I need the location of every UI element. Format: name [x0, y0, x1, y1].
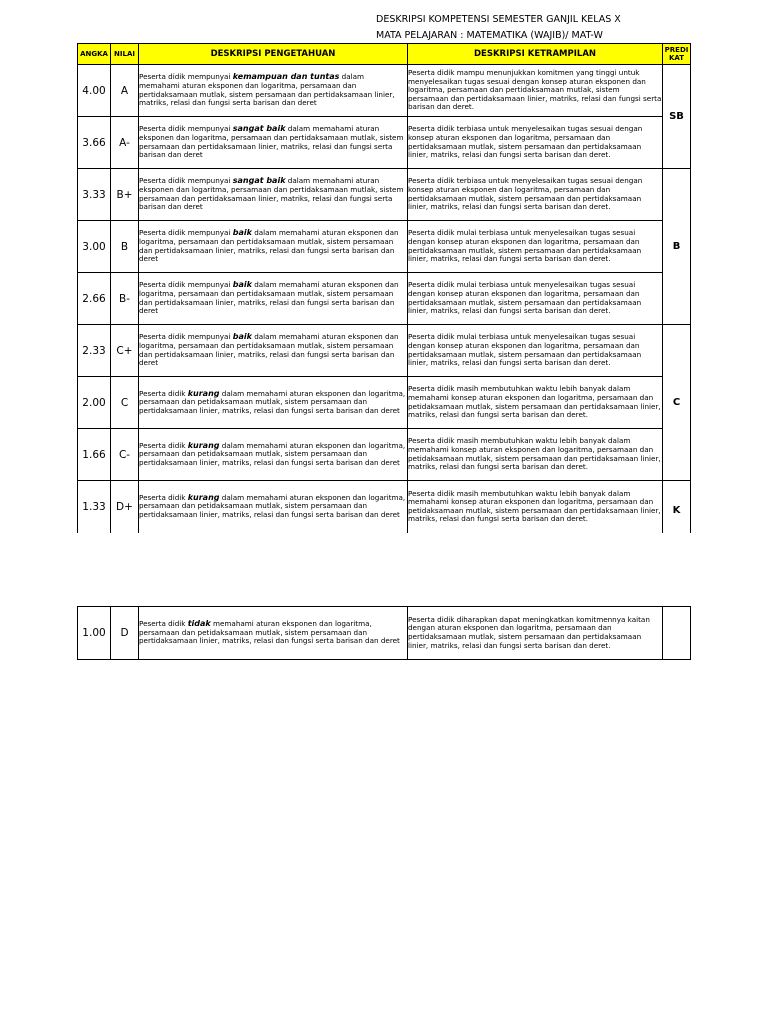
pengetahuan-body: dalam memahami aturan eksponen dan logaritma, persamaan dan pertidaksamaan mutlak, sistem persamaan dan pertidaksamaan linier, matriks, relasi dan fungsi serta barisan dan deret — [139, 332, 399, 368]
pengetahuan-keyword: tidak — [187, 619, 211, 629]
nilai-cell: A — [111, 65, 139, 117]
pengetahuan-intro: Peserta didik — [139, 619, 188, 629]
subject-title: MATA PELAJARAN : MATEMATIKA (WAJIB)/ MAT-W — [376, 30, 603, 41]
table-row — [78, 169, 691, 221]
pengetahuan-body: dalam memahami aturan eksponen dan logaritma, persamaan dan pertidaksamaan mutlak, sistem persamaan dan pertidaksamaan linier, matriks, relasi dan fungsi serta barisan dan deret — [139, 176, 404, 212]
competency-table — [77, 43, 691, 533]
header-pengetahuan: DESKRIPSI PENGETAHUAN — [139, 44, 408, 65]
table-row — [78, 65, 691, 117]
angka-cell: 1.00 — [78, 607, 111, 660]
ketrampilan-cell: Peserta didik terbiasa untuk menyelesaikan tugas sesuai dengan konsep aturan eksponen dan logaritma, persamaan dan pertidaksamaan mutlak, sistem persamaan dan pertidaksamaan linier, matriks, relasi dan fungsi serta barisan dan deret. — [408, 169, 663, 221]
pengetahuan-body: memahami aturan eksponen dan logaritma, persamaan dan petidaksamaan mutlak, sistem persamaan dan pertidaksamaan linier, matriks, relasi dan fungsi serta barisan dan deret — [139, 619, 400, 646]
pengetahuan-intro: Peserta didik mempunyai — [139, 124, 233, 134]
pengetahuan-keyword: kemampuan dan tuntas — [232, 72, 340, 82]
header-nilai: NILAI — [111, 44, 139, 65]
angka-cell: 3.33 — [78, 169, 111, 221]
pengetahuan-intro: Peserta didik — [139, 492, 188, 502]
pengetahuan-cell — [139, 169, 408, 221]
table-row — [78, 377, 691, 429]
pengetahuan-cell — [139, 377, 408, 429]
document-title: DESKRIPSI KOMPETENSI SEMESTER GANJIL KELAS X — [376, 14, 621, 25]
table-row — [78, 325, 691, 377]
nilai-cell: C — [111, 377, 139, 429]
pengetahuan-body: dalam memahami aturan eksponen dan logaritma, persamaan dan pertidaksamaan mutlak, sistem persamaan dan pertidaksamaan linier, matriks, relasi dan fungsi serta barisan dan deret — [139, 280, 399, 316]
pengetahuan-intro: Peserta didik mempunyai — [139, 332, 233, 342]
header-angka: ANGKA — [78, 44, 111, 65]
nilai-cell: A- — [111, 117, 139, 169]
predikat-sb: SB — [663, 65, 691, 169]
predikat-k — [663, 481, 691, 533]
pengetahuan-keyword: sangat baik — [232, 124, 286, 134]
angka-cell: 3.00 — [78, 221, 111, 273]
pengetahuan-cell — [139, 429, 408, 481]
header-predikat: PREDI KAT — [663, 44, 691, 65]
ketrampilan-cell: Peserta didik mulai terbiasa untuk menyelesaikan tugas sesuai dengan konsep aturan eksponen dan logaritma, persamaan dan pertidaksamaan mutlak, sistem persamaan dan pertidaksamaan linier, matriks, relasi dan fungsi serta barisan dan deret. — [408, 221, 663, 273]
pengetahuan-keyword: sangat baik — [232, 176, 286, 186]
pengetahuan-intro: Peserta didik — [139, 440, 188, 450]
pengetahuan-cell — [139, 325, 408, 377]
ketrampilan-cell: Peserta didik mulai terbiasa untuk menyelesaikan tugas sesuai dengan konsep aturan eksponen dan logaritma, persamaan dan pertidaksamaan mutlak, sistem persamaan dan pertidaksamaan linier, matriks, relasi dan fungsi serta barisan dan deret. — [408, 273, 663, 325]
angka-cell: 2.66 — [78, 273, 111, 325]
angka-cell: 1.33 — [78, 481, 111, 533]
ketrampilan-cell: Peserta didik masih membutuhkan waktu lebih banyak dalam memahami konsep aturan eksponen dan logaritma, persamaan dan petidaksamaan mutlak, sistem persamaan dan pertidaksamaan linier, matriks, relasi dan fungsi serta barisan dan deret. — [408, 481, 663, 533]
pengetahuan-cell — [139, 273, 408, 325]
pengetahuan-cell — [139, 117, 408, 169]
table-row — [78, 273, 691, 325]
predikat-b: B — [663, 169, 691, 325]
predikat-c: C — [663, 325, 691, 481]
table-row — [78, 429, 691, 481]
ketrampilan-cell: Peserta didik mampu menunjukkan komitmen yang tinggi untuk menyelesaikan tugas sesuai dengan konsep aturan eksponen dan logaritma, persamaan dan pertidaksamaan mutlak, sistem persamaan dan pertidaksamaan linier, matriks, relasi dan fungsi serta barisan dan deret. — [408, 65, 663, 117]
pengetahuan-body: dalam memahami aturan eksponen dan logaritma, persamaan dan pertidaksamaan mutlak, sistem persamaan dan pertidaksamaan linier, matriks, relasi dan fungsi serta barisan dan deret — [139, 72, 395, 108]
ketrampilan-cell: Peserta didik masih membutuhkan waktu lebih banyak dalam memahami konsep aturan eksponen dan logaritma, persamaan dan petidaksamaan mutlak, sistem persamaan dan pertidaksamaan linier, matriks, relasi dan fungsi serta barisan dan deret. — [408, 377, 663, 429]
ketrampilan-cell: Peserta didik masih membutuhkan waktu lebih banyak dalam memahami konsep aturan eksponen dan logaritma, persamaan dan petidaksamaan mutlak, sistem persamaan dan pertidaksamaan linier, matriks, relasi dan fungsi serta barisan dan deret. — [408, 429, 663, 481]
nilai-cell: B- — [111, 273, 139, 325]
pengetahuan-keyword: kurang — [187, 492, 220, 502]
pengetahuan-cell — [139, 65, 408, 117]
nilai-cell: D — [111, 607, 139, 660]
angka-cell: 4.00 — [78, 65, 111, 117]
competency-table-continued — [77, 606, 691, 660]
pengetahuan-body: dalam memahami aturan eksponen dan logaritma, persamaan dan pertidaksamaan mutlak, sistem persamaan dan pertidaksamaan linier, matriks, relasi dan fungsi serta barisan dan deret — [139, 124, 404, 160]
predikat-k-continued — [663, 607, 691, 660]
nilai-cell: B — [111, 221, 139, 273]
pengetahuan-keyword: baik — [232, 228, 252, 238]
table-row — [78, 117, 691, 169]
pengetahuan-keyword: baik — [232, 332, 252, 342]
predikat-k-label: K — [672, 505, 681, 517]
pengetahuan-cell — [139, 221, 408, 273]
table-row — [78, 607, 691, 660]
pengetahuan-keyword: kurang — [187, 440, 220, 450]
table-row — [78, 481, 691, 533]
pengetahuan-cell — [139, 481, 408, 533]
angka-cell: 3.66 — [78, 117, 111, 169]
angka-cell: 2.00 — [78, 377, 111, 429]
nilai-cell: C- — [111, 429, 139, 481]
nilai-cell: D+ — [111, 481, 139, 533]
pengetahuan-intro: Peserta didik mempunyai — [139, 176, 233, 186]
pengetahuan-intro: Peserta didik mempunyai — [139, 280, 233, 290]
ketrampilan-cell: Peserta didik terbiasa untuk menyelesaikan tugas sesuai dengan konsep aturan eksponen dan logaritma, persamaan dan pertidaksamaan mutlak, sistem persamaan dan pertidaksamaan linier, matriks, relasi dan fungsi serta barisan dan deret. — [408, 117, 663, 169]
pengetahuan-keyword: baik — [232, 280, 252, 290]
pengetahuan-keyword: kurang — [187, 388, 220, 398]
table-row — [78, 221, 691, 273]
table-header-row — [78, 44, 691, 65]
pengetahuan-intro: Peserta didik mempunyai — [139, 228, 233, 238]
nilai-cell: B+ — [111, 169, 139, 221]
header-ketrampilan: DESKRIPSI KETRAMPILAN — [408, 44, 663, 65]
nilai-cell: C+ — [111, 325, 139, 377]
angka-cell: 1.66 — [78, 429, 111, 481]
ketrampilan-cell: Peserta didik mulai terbiasa untuk menyelesaikan tugas sesuai dengan konsep aturan eksponen dan logaritma, persamaan dan pertidaksamaan mutlak, sistem persamaan dan pertidaksamaan linier, matriks, relasi dan fungsi serta barisan dan deret. — [408, 325, 663, 377]
pengetahuan-intro: Peserta didik — [139, 388, 188, 398]
pengetahuan-intro: Peserta didik mempunyai — [139, 72, 233, 82]
pengetahuan-body: dalam memahami aturan eksponen dan logaritma, persamaan dan petidaksamaan mutlak, sistem persamaan dan pertidaksamaan linier, matriks, relasi dan fungsi serta barisan dan deret — [139, 388, 406, 415]
pengetahuan-cell — [139, 607, 408, 660]
pengetahuan-body: dalam memahami aturan eksponen dan logaritma, persamaan dan petidaksamaan mutlak, sistem persamaan dan pertidaksamaan linier, matriks, relasi dan fungsi serta barisan dan deret — [139, 492, 406, 520]
angka-cell: 2.33 — [78, 325, 111, 377]
ketrampilan-cell: Peserta didik diharapkan dapat meningkatkan komitmennya kaitan dengan aturan eksponen dan logaritma, persamaan dan pertidaksamaan mutlak, sistem persamaan dan pertidaksamaan linier, matriks, relasi dan fungsi serta barisan dan deret. — [408, 607, 663, 660]
pengetahuan-body: dalam memahami aturan eksponen dan logaritma, persamaan dan pertidaksamaan mutlak, sistem persamaan dan pertidaksamaan linier, matriks, relasi dan fungsi serta barisan dan deret — [139, 228, 399, 264]
pengetahuan-body: dalam memahami aturan eksponen dan logaritma, persamaan dan petidaksamaan mutlak, sistem persamaan dan pertidaksamaan linier, matriks, relasi dan fungsi serta barisan dan deret — [139, 440, 406, 467]
